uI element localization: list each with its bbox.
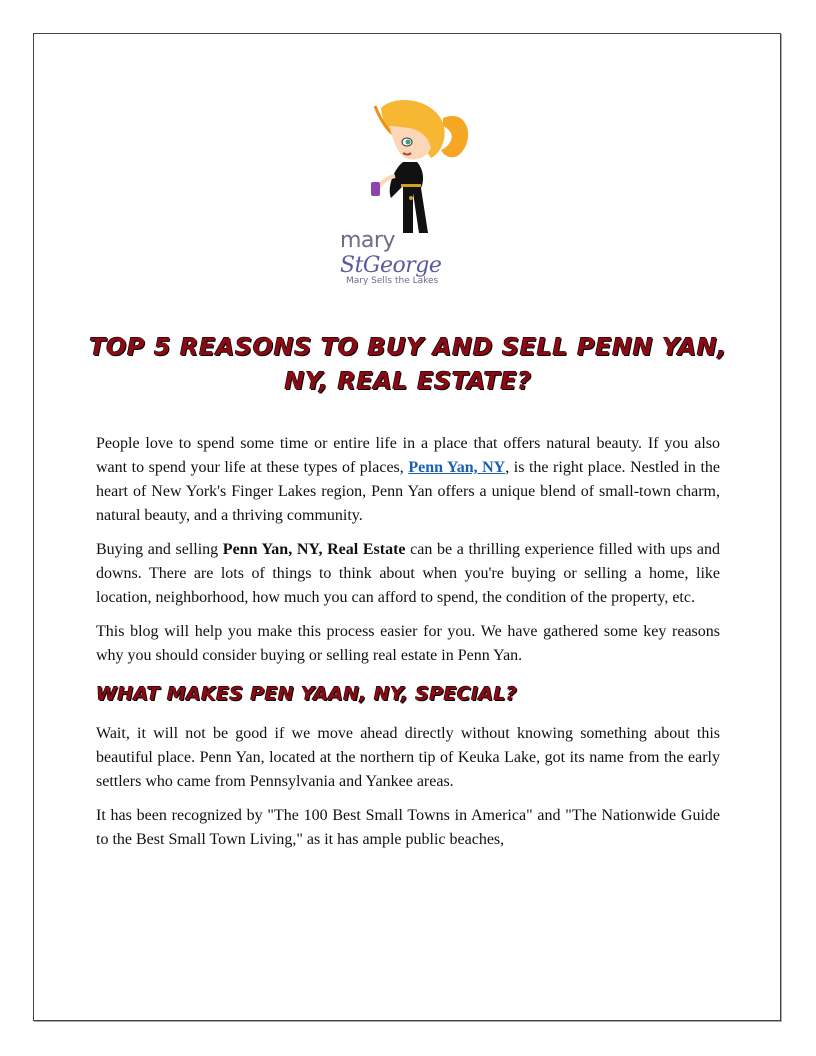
paragraph-text: can be a thrilling experience filled with ups and downs. There are lots of things to think about when you're buying or selling a home, like location, neighborhood, how much you can afford to spend, the condition of the property, etc.: [96, 541, 721, 606]
page-title: TOP 5 REASONS TO BUY AND SELL PENN YAN, NY, REAL ESTATE?: [89, 333, 727, 395]
brand-logo: [340, 228, 490, 286]
paragraph-text: Buying and selling: [96, 541, 223, 558]
brand-name-last: StGeorge: [340, 253, 442, 278]
bold-keyword: Penn Yan, NY, Real Estate: [222, 541, 406, 558]
paragraph-recognition: It has been recognized by "The 100 Best Small Towns in America" and "The Nationwide Guide to the Best Small Town Living," as it has ample public beaches,: [96, 807, 720, 848]
brand-tagline: Mary Sells the Lakes: [346, 276, 439, 286]
brand-name-first: mary: [340, 228, 395, 253]
paragraph-intro: [96, 432, 720, 528]
paragraph-text: People love to spend some time or entire life in a place that offers natural beauty. If you also want to spend your life at these types of places,: [96, 435, 720, 476]
paragraph-blog-purpose: This blog will help you make this process easier for you. We have gathered some key reasons why you should consider buying or selling real estate in Penn Yan.: [96, 623, 720, 664]
brand-name: [340, 228, 490, 278]
paragraph-buying-selling: [96, 538, 720, 610]
paragraph-text: , is the right place. Nestled in the heart of New York's Finger Lakes region, Penn Yan offers a unique blend of small-town charm, natural beauty, and a thriving community.: [96, 459, 721, 524]
penn-yan-link[interactable]: Penn Yan, NY: [408, 459, 506, 476]
article-body: [96, 432, 720, 862]
paragraph-about-place: Wait, it will not be good if we move ahead directly without knowing something about this beautiful place. Penn Yan, located at the northern tip of Keuka Lake, got its name from the early settlers who came from Pennsylvania and Yankee areas.: [96, 725, 720, 790]
section-heading: WHAT MAKES PEN YAAN, NY, SPECIAL?: [96, 683, 518, 705]
